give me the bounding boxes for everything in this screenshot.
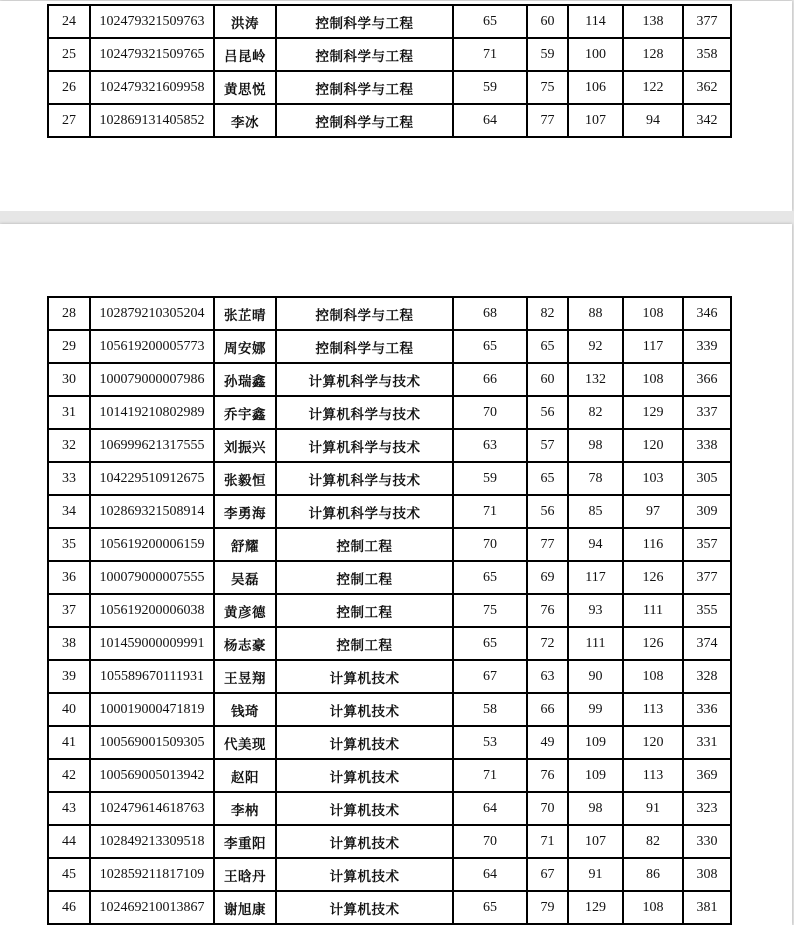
table-cell: 357	[683, 528, 731, 561]
table-cell: 122	[623, 71, 683, 104]
table-cell: 82	[568, 396, 623, 429]
table-cell: 63	[453, 429, 527, 462]
table-cell: 309	[683, 495, 731, 528]
table-cell: 69	[527, 561, 568, 594]
table-row	[48, 38, 731, 71]
table-cell: 111	[568, 627, 623, 660]
table-cell: 381	[683, 891, 731, 924]
table-cell: 107	[568, 825, 623, 858]
table-cell: 105619200005773	[90, 330, 214, 363]
table-cell: 28	[48, 297, 90, 330]
table-cell: 102479614618763	[90, 792, 214, 825]
table-cell: 339	[683, 330, 731, 363]
table-cell: 李重阳	[214, 825, 276, 858]
table-cell: 79	[527, 891, 568, 924]
table-cell: 100019000471819	[90, 693, 214, 726]
table-cell: 88	[568, 297, 623, 330]
table-cell: 76	[527, 759, 568, 792]
table-cell: 57	[527, 429, 568, 462]
table-row	[48, 759, 731, 792]
table-cell: 36	[48, 561, 90, 594]
table-row	[48, 104, 731, 137]
table-cell: 孙瑞鑫	[214, 363, 276, 396]
table-cell: 66	[527, 693, 568, 726]
table-cell: 控制工程	[276, 561, 453, 594]
table-cell: 29	[48, 330, 90, 363]
score-table-body-page-1	[48, 5, 731, 137]
table-cell: 337	[683, 396, 731, 429]
table-cell: 100569001509305	[90, 726, 214, 759]
table-cell: 59	[453, 71, 527, 104]
table-cell: 60	[527, 5, 568, 38]
table-cell: 38	[48, 627, 90, 660]
table-cell: 117	[568, 561, 623, 594]
table-row	[48, 594, 731, 627]
table-cell: 张芷晴	[214, 297, 276, 330]
table-cell: 97	[623, 495, 683, 528]
table-cell: 71	[527, 825, 568, 858]
table-row	[48, 858, 731, 891]
table-row	[48, 693, 731, 726]
table-cell: 洪涛	[214, 5, 276, 38]
table-cell: 362	[683, 71, 731, 104]
table-cell: 99	[568, 693, 623, 726]
table-cell: 46	[48, 891, 90, 924]
table-cell: 101419210802989	[90, 396, 214, 429]
table-cell: 75	[527, 71, 568, 104]
table-cell: 331	[683, 726, 731, 759]
table-cell: 126	[623, 561, 683, 594]
table-cell: 126	[623, 627, 683, 660]
table-cell: 控制工程	[276, 627, 453, 660]
table-row	[48, 660, 731, 693]
table-cell: 25	[48, 38, 90, 71]
document-page-1	[0, 1, 792, 211]
table-cell: 计算机技术	[276, 726, 453, 759]
table-cell: 控制科学与工程	[276, 5, 453, 38]
table-cell: 107	[568, 104, 623, 137]
table-cell: 黄彦德	[214, 594, 276, 627]
table-cell: 108	[623, 297, 683, 330]
table-cell: 75	[453, 594, 527, 627]
table-cell: 101459000009991	[90, 627, 214, 660]
table-cell: 37	[48, 594, 90, 627]
table-cell: 吴磊	[214, 561, 276, 594]
table-cell: 102859211817109	[90, 858, 214, 891]
table-cell: 120	[623, 726, 683, 759]
table-row	[48, 297, 731, 330]
table-cell: 102869321508914	[90, 495, 214, 528]
table-cell: 谢旭康	[214, 891, 276, 924]
table-cell: 计算机技术	[276, 693, 453, 726]
table-cell: 53	[453, 726, 527, 759]
table-cell: 120	[623, 429, 683, 462]
table-cell: 56	[527, 396, 568, 429]
table-cell: 65	[453, 891, 527, 924]
table-row	[48, 462, 731, 495]
table-cell: 100569005013942	[90, 759, 214, 792]
table-cell: 93	[568, 594, 623, 627]
table-cell: 控制科学与工程	[276, 330, 453, 363]
table-cell: 42	[48, 759, 90, 792]
table-cell: 王昱翔	[214, 660, 276, 693]
table-cell: 100079000007555	[90, 561, 214, 594]
table-cell: 代美现	[214, 726, 276, 759]
table-cell: 102849213309518	[90, 825, 214, 858]
table-cell: 305	[683, 462, 731, 495]
table-cell: 67	[453, 660, 527, 693]
table-cell: 77	[527, 104, 568, 137]
table-cell: 49	[527, 726, 568, 759]
table-cell: 94	[623, 104, 683, 137]
table-cell: 377	[683, 5, 731, 38]
table-row	[48, 891, 731, 924]
table-cell: 钱琦	[214, 693, 276, 726]
document-page-2	[0, 224, 792, 925]
table-cell: 102479321609958	[90, 71, 214, 104]
table-cell: 82	[527, 297, 568, 330]
table-cell: 330	[683, 825, 731, 858]
table-cell: 342	[683, 104, 731, 137]
table-cell: 李枘	[214, 792, 276, 825]
table-cell: 65	[527, 330, 568, 363]
table-cell: 32	[48, 429, 90, 462]
table-cell: 控制工程	[276, 528, 453, 561]
table-cell: 计算机科学与技术	[276, 396, 453, 429]
table-cell: 102879210305204	[90, 297, 214, 330]
table-cell: 35	[48, 528, 90, 561]
score-table-body-page-2	[48, 297, 731, 924]
table-cell: 计算机技术	[276, 759, 453, 792]
table-cell: 59	[527, 38, 568, 71]
table-cell: 108	[623, 891, 683, 924]
table-cell: 吕昆岭	[214, 38, 276, 71]
table-cell: 366	[683, 363, 731, 396]
table-cell: 56	[527, 495, 568, 528]
table-cell: 计算机技术	[276, 660, 453, 693]
table-cell: 71	[453, 495, 527, 528]
score-table-page-2	[47, 296, 732, 925]
table-row	[48, 363, 731, 396]
table-cell: 78	[568, 462, 623, 495]
table-cell: 111	[623, 594, 683, 627]
table-cell: 91	[568, 858, 623, 891]
table-cell: 114	[568, 5, 623, 38]
table-cell: 乔宇鑫	[214, 396, 276, 429]
table-cell: 98	[568, 429, 623, 462]
table-row	[48, 528, 731, 561]
table-cell: 76	[527, 594, 568, 627]
table-cell: 336	[683, 693, 731, 726]
table-cell: 67	[527, 858, 568, 891]
table-cell: 计算机技术	[276, 891, 453, 924]
table-cell: 31	[48, 396, 90, 429]
table-cell: 71	[453, 38, 527, 71]
table-cell: 116	[623, 528, 683, 561]
table-cell: 106999621317555	[90, 429, 214, 462]
table-cell: 65	[453, 627, 527, 660]
table-cell: 105589670111931	[90, 660, 214, 693]
table-cell: 338	[683, 429, 731, 462]
table-cell: 91	[623, 792, 683, 825]
table-cell: 103	[623, 462, 683, 495]
table-cell: 92	[568, 330, 623, 363]
table-cell: 323	[683, 792, 731, 825]
table-cell: 72	[527, 627, 568, 660]
table-cell: 70	[453, 528, 527, 561]
table-cell: 26	[48, 71, 90, 104]
table-cell: 108	[623, 363, 683, 396]
table-cell: 45	[48, 858, 90, 891]
table-cell: 106	[568, 71, 623, 104]
table-row	[48, 825, 731, 858]
table-row	[48, 792, 731, 825]
table-cell: 109	[568, 759, 623, 792]
table-cell: 33	[48, 462, 90, 495]
table-cell: 138	[623, 5, 683, 38]
table-cell: 355	[683, 594, 731, 627]
table-row	[48, 726, 731, 759]
table-cell: 358	[683, 38, 731, 71]
table-cell: 41	[48, 726, 90, 759]
table-cell: 108	[623, 660, 683, 693]
table-cell: 27	[48, 104, 90, 137]
table-cell: 黄思悦	[214, 71, 276, 104]
table-cell: 128	[623, 38, 683, 71]
table-cell: 113	[623, 759, 683, 792]
table-cell: 70	[527, 792, 568, 825]
table-cell: 102479321509763	[90, 5, 214, 38]
table-cell: 计算机技术	[276, 858, 453, 891]
table-cell: 计算机科学与技术	[276, 462, 453, 495]
table-cell: 控制科学与工程	[276, 71, 453, 104]
table-cell: 59	[453, 462, 527, 495]
table-cell: 102469210013867	[90, 891, 214, 924]
table-cell: 328	[683, 660, 731, 693]
table-cell: 109	[568, 726, 623, 759]
table-cell: 104229510912675	[90, 462, 214, 495]
table-cell: 65	[453, 330, 527, 363]
table-cell: 85	[568, 495, 623, 528]
table-cell: 86	[623, 858, 683, 891]
table-cell: 129	[623, 396, 683, 429]
table-cell: 308	[683, 858, 731, 891]
table-cell: 70	[453, 396, 527, 429]
table-cell: 40	[48, 693, 90, 726]
table-cell: 77	[527, 528, 568, 561]
table-cell: 113	[623, 693, 683, 726]
table-cell: 64	[453, 104, 527, 137]
page-break-gap	[0, 211, 794, 224]
table-cell: 66	[453, 363, 527, 396]
table-cell: 117	[623, 330, 683, 363]
score-table-page-1	[47, 4, 732, 138]
table-cell: 计算机技术	[276, 825, 453, 858]
table-cell: 李冰	[214, 104, 276, 137]
table-cell: 王晗丹	[214, 858, 276, 891]
table-cell: 94	[568, 528, 623, 561]
table-cell: 计算机科学与技术	[276, 363, 453, 396]
table-cell: 舒耀	[214, 528, 276, 561]
table-cell: 102869131405852	[90, 104, 214, 137]
table-cell: 65	[453, 561, 527, 594]
table-cell: 100	[568, 38, 623, 71]
table-cell: 98	[568, 792, 623, 825]
table-cell: 赵阳	[214, 759, 276, 792]
table-cell: 70	[453, 825, 527, 858]
table-cell: 132	[568, 363, 623, 396]
table-cell: 105619200006159	[90, 528, 214, 561]
table-cell: 39	[48, 660, 90, 693]
table-cell: 张毅恒	[214, 462, 276, 495]
table-cell: 60	[527, 363, 568, 396]
table-cell: 105619200006038	[90, 594, 214, 627]
table-row	[48, 71, 731, 104]
table-cell: 刘振兴	[214, 429, 276, 462]
table-cell: 374	[683, 627, 731, 660]
table-cell: 34	[48, 495, 90, 528]
table-cell: 369	[683, 759, 731, 792]
table-row	[48, 627, 731, 660]
table-cell: 计算机科学与技术	[276, 495, 453, 528]
table-cell: 计算机技术	[276, 792, 453, 825]
table-cell: 65	[453, 5, 527, 38]
table-cell: 346	[683, 297, 731, 330]
table-cell: 控制科学与工程	[276, 38, 453, 71]
table-cell: 64	[453, 858, 527, 891]
table-row	[48, 495, 731, 528]
table-row	[48, 429, 731, 462]
table-row	[48, 5, 731, 38]
table-cell: 71	[453, 759, 527, 792]
table-cell: 90	[568, 660, 623, 693]
table-cell: 计算机科学与技术	[276, 429, 453, 462]
table-cell: 控制工程	[276, 594, 453, 627]
table-cell: 44	[48, 825, 90, 858]
table-cell: 24	[48, 5, 90, 38]
table-cell: 68	[453, 297, 527, 330]
table-cell: 102479321509765	[90, 38, 214, 71]
table-cell: 控制科学与工程	[276, 104, 453, 137]
table-cell: 65	[527, 462, 568, 495]
table-cell: 30	[48, 363, 90, 396]
table-cell: 63	[527, 660, 568, 693]
table-cell: 100079000007986	[90, 363, 214, 396]
table-cell: 129	[568, 891, 623, 924]
table-cell: 58	[453, 693, 527, 726]
table-cell: 控制科学与工程	[276, 297, 453, 330]
table-row	[48, 561, 731, 594]
table-row	[48, 396, 731, 429]
table-row	[48, 330, 731, 363]
table-cell: 周安娜	[214, 330, 276, 363]
table-cell: 杨志豪	[214, 627, 276, 660]
table-cell: 43	[48, 792, 90, 825]
table-cell: 李勇海	[214, 495, 276, 528]
table-cell: 64	[453, 792, 527, 825]
table-cell: 82	[623, 825, 683, 858]
table-cell: 377	[683, 561, 731, 594]
